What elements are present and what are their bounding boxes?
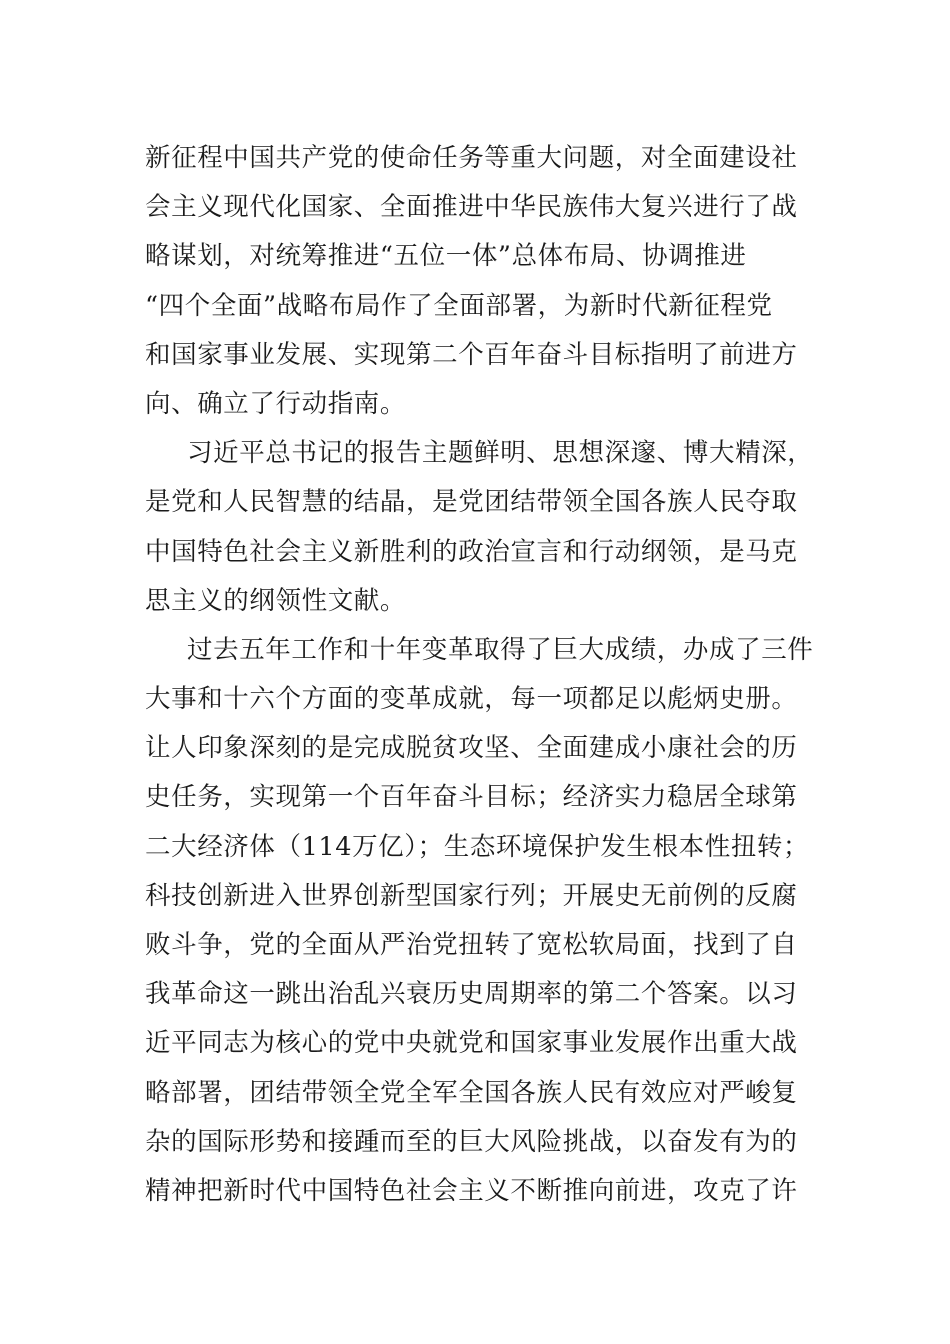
paragraph-report-theme xyxy=(145,429,825,626)
text-line: 科技创新进入世界创新型国家行列；开展史无前例的反腐 xyxy=(145,880,798,911)
text-line: 杂的国际形势和接踵而至的巨大风险挑战，以奋发有为的 xyxy=(145,1126,798,1157)
text-line: 略部署，团结带领全党全军全国各族人民有效应对严峻复 xyxy=(145,1077,798,1108)
text-line: 是党和人民智慧的结晶，是党团结带领全国各族人民夺取 xyxy=(145,487,798,518)
text-line: 过去五年工作和十年变革取得了巨大成绩，办成了三件 xyxy=(187,634,814,665)
body-text xyxy=(145,134,825,1216)
text-line: 会主义现代化国家、全面推进中华民族伟大复兴进行了战 xyxy=(145,192,798,223)
text-line: 大事和十六个方面的变革成就，每一项都足以彪炳史册。 xyxy=(145,684,798,715)
paragraph-achievements xyxy=(145,626,825,1216)
text-line: 思主义的纲领性文献。 xyxy=(145,585,407,616)
text-line: 近平同志为核心的党中央就党和国家事业发展作出重大战 xyxy=(145,1028,798,1059)
paragraph-continued xyxy=(145,134,825,429)
text-line: 中国特色社会主义新胜利的政治宣言和行动纲领，是马克 xyxy=(145,536,798,567)
text-line: “四个全面”战略布局作了全面部署，为新时代新征程党 xyxy=(145,290,773,321)
text-line: 史任务，实现第一个百年奋斗目标；经济实力稳居全球第 xyxy=(145,782,798,813)
text-line: 和国家事业发展、实现第二个百年奋斗目标指明了前进方 xyxy=(145,339,798,370)
text-line: 败斗争，党的全面从严治党扭转了宽松软局面，找到了自 xyxy=(145,930,798,960)
text-line: 略谋划，对统筹推进“五位一体”总体布局、协调推进 xyxy=(145,241,747,272)
text-line: 新征程中国共产党的使命任务等重大问题，对全面建设社 xyxy=(145,143,798,173)
text-line: 精神把新时代中国特色社会主义不断推向前进，攻克了许 xyxy=(145,1175,798,1206)
text-line: 习近平总书记的报告主题鲜明、思想深邃、博大精深， xyxy=(187,438,814,469)
text-line: 二大经济体（114万亿）；生态环境保护发生根本性扭转； xyxy=(145,831,810,862)
text-line: 向、确立了行动指南。 xyxy=(145,388,407,419)
text-line: 让人印象深刻的是完成脱贫攻坚、全面建成小康社会的历 xyxy=(145,733,798,764)
text-line: 我革命这一跳出治乱兴衰历史周期率的第二个答案。以习 xyxy=(145,979,798,1010)
